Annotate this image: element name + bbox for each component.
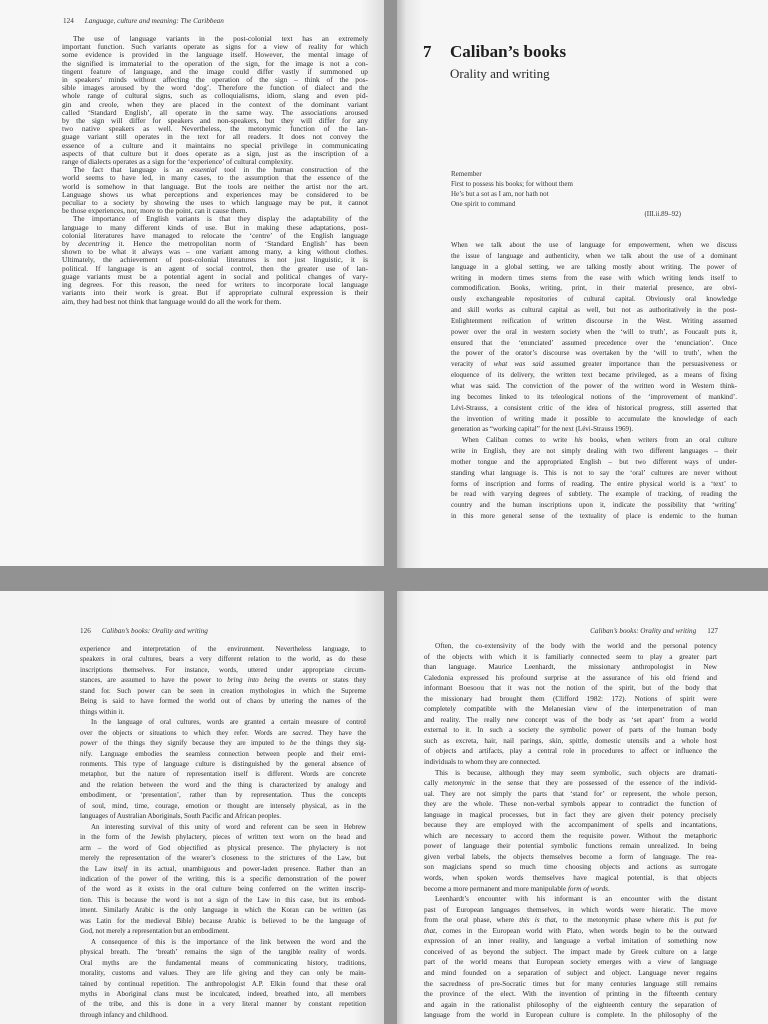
text-line: metaphor, but the nature of representation itself is different. Words are concrete (80, 770, 366, 779)
text-line: individuals to whom they are connected. (424, 758, 541, 767)
text-line: be read with varying degrees of subtlety. The example of tracking, of reading the (451, 490, 737, 499)
text-line (424, 778, 717, 789)
text-segment: of the things they signify because they are imputed to (97, 739, 290, 748)
text-line: indication of the power of the writing, this is a specific demonstration of the power (80, 874, 366, 883)
text-segment: it. Hence the metropolitan norm of ‘Standard English’ has been (109, 239, 368, 249)
text-line (424, 926, 717, 937)
text-line: ronments. This type of language culture is distinguished by the general absence of (80, 759, 366, 768)
running-head (63, 17, 224, 25)
text-line: of the tribe, and this is done in a very literal manner by constant repetition (80, 1000, 366, 1009)
italic-text: essential (190, 165, 217, 175)
text-line: merely the representation of the wearer’s closeness to the strictures of the Law, but (80, 854, 366, 863)
running-head (590, 627, 718, 635)
running-title: Caliban’s books: Orality and writing (590, 627, 697, 635)
text-line: writing in modern times stems from the ease with which writing lends itself to (451, 273, 737, 282)
text-line: forms of inscription and forms of reading. The entire physical world is a ‘text’ to (451, 479, 737, 488)
text-line: given verbal labels, the objects themselves become a form of language. The rea- (424, 852, 717, 861)
text-line: and skill works as cultural capital as well, but not as authoritatively in the post- (451, 306, 737, 315)
text-line: in this more general sense of the textuality of place is endemic to the human (451, 512, 737, 521)
text-line: This is because, although they may seem symbolic, such objects are dramati- (435, 768, 717, 777)
paragraph (80, 644, 366, 717)
text-line: peculiar to a society by showing the uses to which language may be put, it cannot (62, 198, 368, 208)
text-line: past of European languages themselves, in which words were hieratic. The move (424, 905, 717, 914)
text-segment: . (607, 884, 610, 893)
text-line: what was said. The conviction of the power of the written word in Western think- (451, 381, 737, 390)
text-line: two native speakers as well. Nevertheless, the metonymic function of the lan- (62, 124, 368, 134)
text-line: aim, they had best not think that language would do all the work for them. (62, 296, 282, 306)
text-line: the issue of language and authenticity, when we talk about the use of a dominant (451, 251, 737, 260)
text-line: of soul, mind, time, courage, emotion or thought are intensely physical, as in the (80, 801, 366, 810)
text-line: and reality. The really new concept was of the body as ‘set apart’ from a world (424, 715, 717, 724)
italic-text: his (574, 436, 583, 445)
text-line: ual. They are not simply the parts that ‘stand for’ or represent, the whole person, (424, 789, 717, 798)
running-head (80, 627, 208, 635)
paragraph (62, 215, 368, 305)
text-line (80, 728, 366, 738)
epigraph-citation: (III.ii.89–92) (644, 210, 681, 218)
page-body (62, 35, 368, 306)
text-line: colonial literatures have managed to relocate the ‘centre’ of the English language (62, 230, 368, 240)
paragraph (424, 894, 717, 1021)
text-line: the invention of writing made it possible to accumulate the knowledge of each (451, 414, 737, 423)
text-line: sible images aroused by the word ‘dog’. Therefore the function of dialect and the (62, 83, 368, 93)
text-segment: by (62, 239, 79, 249)
text-line: physical breath. The ‘breath’ remains the sign of the tangible reality of words. (80, 948, 366, 957)
text-line: in speakers’ minds without affecting the operation of the sign – think of the pos- (62, 75, 368, 85)
book-page-126 (0, 591, 384, 1024)
paragraph (80, 937, 366, 1021)
book-page-124 (0, 0, 384, 566)
text-line: morality, customs and values. They are life giving and they can only be main- (80, 969, 366, 978)
text-line (424, 915, 717, 926)
text-segment: When Caliban comes to write (462, 436, 575, 445)
text-line: ing degrees. For this reason, the need for writers to incorporate local language (62, 280, 368, 290)
text-line: language in a global setting, we are talking mostly about writing. The power of (451, 262, 737, 271)
text-line: and the relation between the word and the thing is characterized by analogy and (80, 780, 366, 789)
italic-text: sacred (292, 728, 311, 737)
text-line: The importance of English variants is that they display the adaptability of the (73, 214, 368, 224)
text-segment: the things they sig- (296, 739, 366, 748)
text-line: of objects and artifacts, play a central role in procedures to affect or influence the (424, 747, 717, 756)
text-line: write in English, they are not simply dealing with two different languages – their (451, 447, 737, 456)
text-line: variants into their work is great. But if appropriate cultural expression is their (62, 288, 368, 298)
italic-text: decentring (78, 239, 110, 249)
text-line (451, 435, 737, 446)
paragraph (424, 768, 717, 895)
text-line: conceived of as beyond the subject. The impact made by Greek culture on a large (424, 947, 717, 956)
text-line: commodification. Books, writing, print, in their material presence, are obvi- (451, 284, 737, 293)
text-line: such as excreta, hair, nail parings, skin, spittle, domestic utensils and a whole host (424, 736, 717, 745)
text-line: experience and interpretation of the environment. Nevertheless language, to (80, 645, 366, 653)
text-segment: stances, are assumed to have the power to (80, 676, 228, 685)
text-line: arm – the word of God objectified as physical presence. The phylactery is not (80, 843, 366, 852)
text-line: important function. Such variants operate as signs for a view of reality for which (62, 42, 368, 52)
text-line: words, when spoken words themselves have magical potential, is that objects (424, 874, 717, 883)
text-line: external to it. In such a society the symbolic power of parts of the human body (424, 726, 717, 735)
text-line: myths in Aboriginal clans must be inculcated, indeed, breathed into, all members (80, 989, 366, 998)
text-line: range of dialects operates as a sign for the ‘experience’ of cultural complexity. (62, 157, 294, 167)
text-line: A consequence of this is the importance of the link between the word and the (91, 937, 366, 946)
italic-text: what was said (493, 360, 545, 369)
text-line (451, 359, 737, 370)
text-line: tingent feature of language, and the image could differ vastly if summoned up (62, 66, 368, 76)
text-line: God, not merely a representation but an embodiment. (80, 927, 230, 936)
paragraph (80, 717, 366, 822)
text-line: the signified is immaterial to the operation of the sign, for the image is not a con- (62, 58, 368, 68)
italic-text: metonymic (443, 779, 476, 788)
text-line: completely compatible with the Melanesian view of the interpenetration of man (424, 705, 717, 714)
epigraph-line: First to possess his books; for without them (451, 180, 573, 188)
text-segment: over the objects or situations to which they refer. Words are (80, 728, 293, 737)
text-line: Lévi-Strauss, a consistent critic of the idea of historical progress, still asserted that (451, 403, 737, 412)
text-segment: books, when writers from an oral culture (582, 436, 737, 445)
text-line: guage variant still operates in the text for all readers. It does not convey the (62, 132, 368, 142)
text-segment: , comes in the European world with Plato, when words begin to be the outward (435, 926, 717, 935)
text-segment: from the oral phase, where (424, 916, 520, 925)
text-line: some evidence is provided in the language itself. However, the mental image of (62, 50, 368, 60)
text-line: by the sign will differ for speakers and non-speakers, but they will differ for any (62, 116, 368, 126)
text-line: power of language their potential symbolic functions remain unrealized. In being (424, 842, 717, 851)
text-line: gin and creole, when they are placed in the context of the dominant variant (62, 99, 368, 109)
text-segment: The fact that language is an (73, 165, 191, 175)
text-line: world seems to have led, in many cases, to the assumption that the essence of the (62, 173, 368, 183)
text-line: language from the world in European culture is complete. In the philosophy of the (424, 1011, 717, 1020)
text-line: the power of the orator’s discourse was overtaken by the ‘will to truth’, when the (451, 349, 737, 358)
text-line: essence of a culture and it maintains no special privilege in communicating (62, 140, 368, 150)
text-line: nify. Language embodies the seamless connection between people and their envi- (80, 749, 366, 758)
text-line: Being is said to have formed the world out of chaos by uttering the names of the (80, 697, 366, 706)
text-line: the sacredness of pre-Socratic times but for many centuries language still remains (424, 979, 717, 988)
text-line: language to many different kinds of use. But in making these adaptations, post- (62, 222, 368, 232)
text-line: languages of Australian Aboriginals, South Pacific and African peoples. (80, 812, 282, 821)
text-line: mother tongue and the appropriated English – but two different ways of under- (451, 457, 737, 466)
text-line: guage variants must be a potential agent in social and political changes of vary- (62, 271, 368, 281)
text-line: than language. Maurice Leenhardt, the missionary anthropologist in New (424, 663, 717, 672)
italic-text: that (424, 926, 436, 935)
italic-text: form of words (567, 884, 608, 893)
text-line: Oral myths are the fundamental means of communicating history, traditions, (80, 958, 366, 967)
running-title: Caliban’s books: Orality and writing (101, 627, 208, 635)
text-line: things within it. (80, 707, 125, 716)
text-line: in the form of the Jewish phylactery, pieces of written text worn on the head and (80, 833, 366, 842)
text-line: through infancy and childhood. (80, 1010, 168, 1019)
paragraph (451, 240, 737, 435)
italic-text: be (289, 739, 297, 748)
text-line: power over the oral in western society when the ‘will to truth’, as Foucault puts it, (451, 327, 737, 336)
paragraph (451, 435, 737, 522)
text-line: ing becomes linked to its teleological notions of the ‘improvement of mankind’. (451, 392, 737, 401)
page-body (80, 644, 366, 1020)
text-line: tained by continual repetition. The anthropologist A.P. Elkin found that these oral (80, 979, 366, 988)
text-segment: assumed greater importance than the persuasiveness or (544, 360, 737, 369)
text-line (424, 884, 717, 895)
book-page-127 (397, 591, 768, 1024)
paragraph (62, 35, 368, 166)
text-line: of the objects with which it is familiarly connected seem to play a greater part (424, 652, 717, 661)
text-line (80, 738, 366, 748)
epigraph (451, 169, 681, 219)
book-page-chapter-7 (397, 0, 768, 568)
chapter-title: Caliban’s books (450, 42, 567, 61)
text-line: Language shows us what perceptions and experiences may be considered to be (62, 189, 368, 199)
text-line: they are the whole. These non-verbal symbols appear to contradict the function of (424, 800, 717, 809)
text-segment: the Law (80, 864, 114, 873)
text-line: ously exchangeable repositories of cultural capital. Obviously oral knowledge (451, 295, 737, 304)
text-segment: veracity of (451, 360, 494, 369)
text-line: country and the human inscriptions upon it, indicate the possibility that ‘writing’ (451, 501, 737, 510)
italic-text: this is put for (668, 916, 717, 925)
italic-text: power (80, 739, 98, 748)
italic-text: this is that (519, 916, 556, 925)
text-segment: in the sense that they are possessed of the essence of the individ- (475, 779, 717, 788)
text-line: part of the world means that European society emerges with a view of language (424, 958, 717, 967)
epigraph-line: Remember (451, 170, 482, 178)
paragraph (62, 166, 368, 215)
text-line: informant Boesoou that it was not the notion of the spirit, but of the body that (424, 684, 717, 693)
text-line: the province of the elect. With the invention of printing in the fifteenth century (424, 990, 717, 999)
text-segment: cally (424, 779, 444, 788)
text-segment: in its actual, unambiguous and power-laden presence. Rather than an (127, 864, 366, 873)
epigraph-line: He’s but a sot as I am, nor hath not (451, 190, 549, 198)
text-line: world is somehow in that language. But the tools are neither the artist nor the art. (62, 181, 368, 191)
page-body (451, 240, 737, 522)
text-line: embodiment, or ‘presentation’, rather than by representation. Thus the concepts (80, 791, 366, 800)
text-line: expression of an inner reality, and language a verbal imitation of something now (424, 937, 717, 946)
text-line: the missionary had brought them (Clifford 1982: 172). Notions of spirit were (424, 694, 717, 703)
page-number: 124 (63, 17, 74, 25)
text-segment: become a more permanent and more manipulable (424, 884, 568, 893)
text-line (80, 864, 366, 874)
text-line (80, 675, 366, 685)
running-title: Language, culture and meaning: The Caribbean (84, 17, 224, 25)
text-line: standing what language is. This is not to say the ‘oral’ cultures are never without (451, 468, 737, 477)
text-line: eloquence of its delivery, the written text became privileged, as a means of fixing (451, 371, 737, 380)
text-line: which are necessary to accord them the requisite power. Without the metaphoric (424, 831, 717, 840)
text-segment: , to the metonymic phase where (555, 916, 669, 925)
chapter-subtitle: Orality and writing (450, 66, 550, 81)
text-line: generation as “working capital” for the next (Lévi-Strauss 1969). (451, 425, 634, 434)
paragraph (424, 641, 717, 768)
text-line: Caledonia expressed his profound surprise at the assurance of his old friend and (424, 673, 717, 682)
text-segment: tool in the human construction of the (216, 165, 368, 175)
text-line: inscriptions themselves. For instance, words, uttered under appropriate circum- (80, 665, 366, 674)
text-line: tion. This is because the word is not a sign of the Law in this case, but its embod- (80, 895, 366, 904)
page-number: 126 (80, 627, 91, 635)
text-line: iment. Similarly Arabic is the only language in which the Koran can be written (as (80, 906, 366, 915)
text-line: and again in the rationalist philosophy of the eighteenth century the separation of (424, 1000, 717, 1009)
text-line: speakers in oral cultures, bears a very different relation to the world, as do these (80, 655, 366, 664)
italic-text: bring into being (227, 676, 280, 685)
text-line: aspects of that culture but it does operate as a sign, just as the inscription of a (62, 148, 368, 158)
italic-text: itself (113, 864, 128, 873)
text-line: Ultimately, the achievement of post-colonial literatures is not just linguistic, it is (62, 255, 368, 265)
text-line: called ‘Standard English’, all operate in the same way. The associations aroused (62, 107, 368, 117)
text-line: Leenhardt’s encounter with his informant is an encounter with the distant (435, 895, 717, 904)
page-body (424, 641, 717, 1021)
text-line: ensured that the ‘enunciated’ assumed precedence over the ‘enunciation’. Once (451, 338, 737, 347)
text-line: An interesting survival of this unity of word and referent can be seen in Hebrew (91, 822, 366, 831)
epigraph-line: One spirit to command (451, 200, 516, 208)
text-line: When we talk about the use of language for empowerment, when we discuss (451, 241, 737, 249)
text-segment: the events or states they (279, 676, 366, 685)
text-line: Enlightenment reification of written discourse in the West. Writing assumed (451, 316, 737, 325)
text-line: because they are employed with the accompaniment of spells and incantations, (424, 821, 717, 830)
text-line: son magicians spend so much time choosing objects and actions as surrogate (424, 863, 717, 872)
paragraph (80, 822, 366, 937)
page-number: 127 (707, 627, 718, 635)
text-line: The use of language variants in the post-colonial text has an extremely (73, 35, 368, 43)
text-line: be those experiences, nor, more to the point, can it cause them. (62, 206, 248, 216)
text-segment: . They have the (310, 728, 366, 737)
text-line: whole range of cultural signs, such as colloquialisms, idiom, slang and even pid- (62, 91, 368, 101)
text-line: language in magical processes, but in fact they are given their potency precisely (424, 810, 717, 819)
text-line: of the word as it exists in the oral culture being conferred on the written inscrip- (80, 885, 366, 894)
text-line: In the language of oral cultures, words are granted a certain measure of control (91, 718, 366, 727)
text-line: Often, the co-extensivity of the body with the world and the personal potency (435, 642, 717, 650)
text-line: political. If language is an agent of social control, then the greater use of lan- (62, 263, 368, 273)
text-line: was Latin for the medieval Bible) because Arabic is believed to be the language of (80, 916, 366, 925)
chapter-number: 7 (423, 42, 432, 61)
text-line: and mind founded on a separation of subject and object. Language never regains (424, 968, 717, 977)
text-line: stand for. Such power can be seen in creation mythologies in which the Supreme (80, 686, 366, 695)
text-line: shown to be what it always was – one variant among many, a king without clothes. (62, 247, 368, 257)
